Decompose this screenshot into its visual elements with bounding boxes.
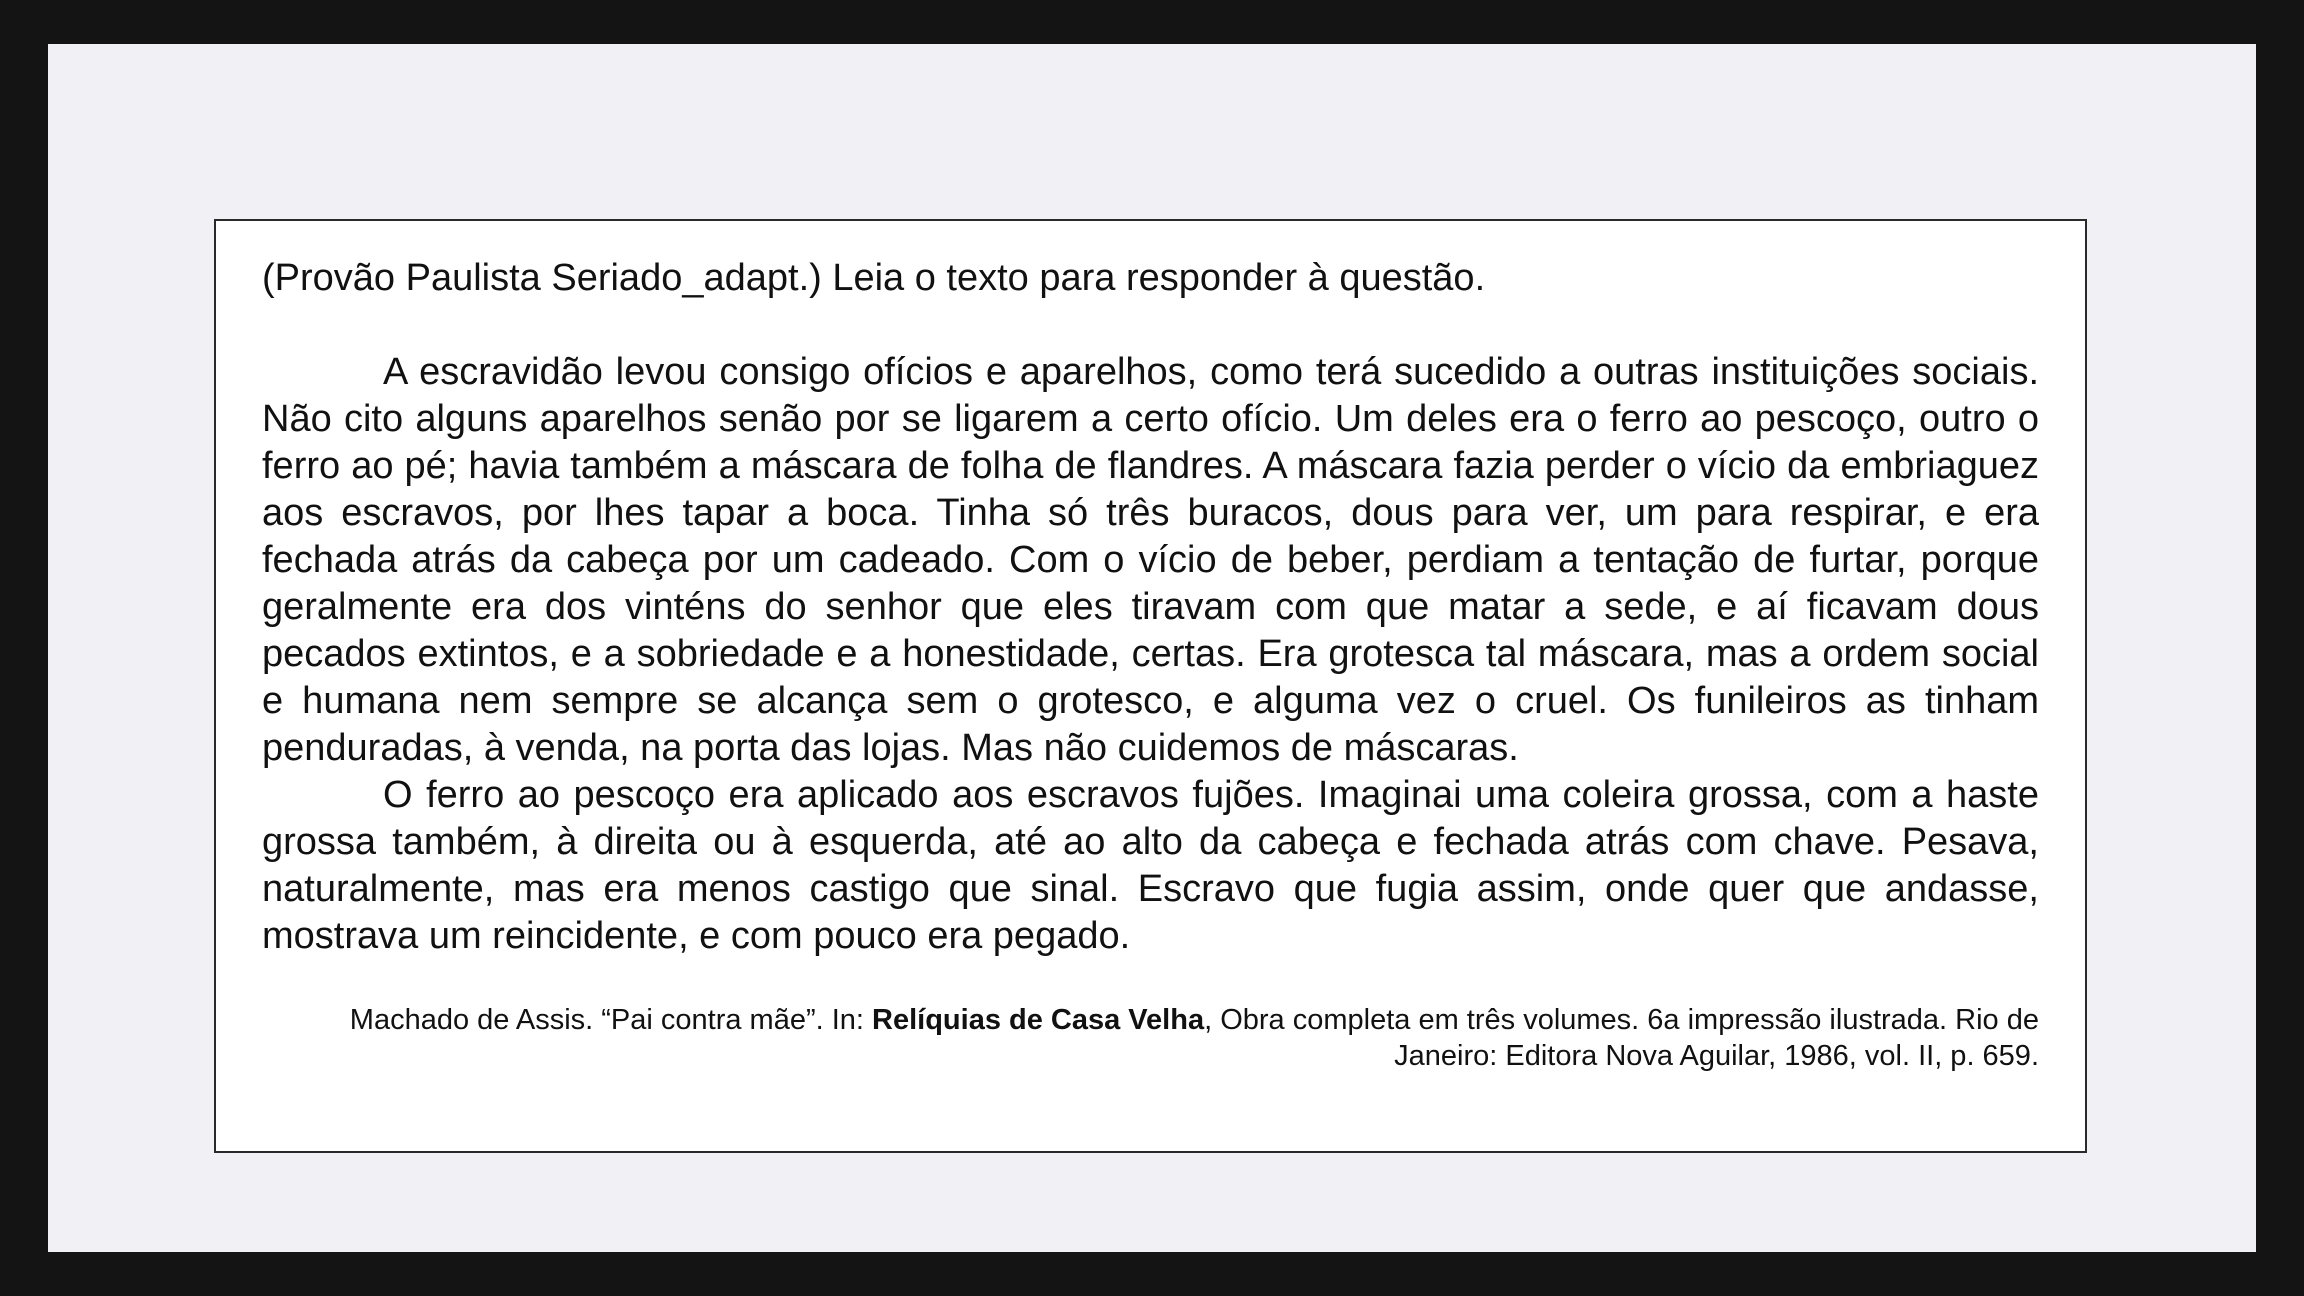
citation-author-and-story: Machado de Assis. “Pai contra mãe”. In:: [349, 1004, 873, 1036]
passage-paragraph-2: O ferro ao pescoço era aplicado aos escravos fujões. Imaginai uma coleira grossa, com a haste grossa também, à direita ou à esquerda, até ao alto da cabeça e fechada atrás com chave. Pesava, naturalmente, mas era menos castigo que sinal. Escravo que fugia assim, onde quer que andasse, mostrava um reincidente, e com pouco era pegado.: [262, 774, 2039, 957]
page-background: [48, 44, 2256, 1252]
question-text-box: [214, 219, 2087, 1153]
citation-publication-details: , Obra completa em três volumes. 6a impressão ilustrada. Rio de Janeiro: Editora Nova Aguilar, 1986, vol. II, p. 659.: [1204, 1004, 2039, 1072]
literary-passage: [262, 349, 2039, 960]
question-header: (Provão Paulista Seriado_adapt.) Leia o texto para responder à questão.: [262, 257, 1486, 299]
source-citation: [262, 1002, 2039, 1074]
passage-paragraph-1: A escravidão levou consigo ofícios e aparelhos, como terá sucedido a outras instituições sociais. Não cito alguns aparelhos senão por se ligarem a certo ofício. Um deles era o ferro ao pescoço, outro o ferro ao pé; havia também a máscara de folha de flandres. A máscara fazia perder o vício da embriaguez aos escravos, por lhes tapar a boca. Tinha só três buracos, dous para ver, um para respirar, e era fechada atrás da cabeça por um cadeado. Com o vício de beber, perdiam a tentação de furtar, porque geralmente era dos vinténs do senhor que eles tiravam com que matar a sede, e aí ficavam dous pecados extintos, e a sobriedade e a honestidade, certas. Era grotesca tal máscara, mas a ordem social e humana nem sempre se alcança sem o grotesco, e alguma vez o cruel. Os funileiros as tinham penduradas, à venda, na porta das lojas. Mas não cuidemos de máscaras.: [262, 351, 2039, 769]
citation-book-title: Relíquias de Casa Velha: [872, 1004, 1205, 1036]
